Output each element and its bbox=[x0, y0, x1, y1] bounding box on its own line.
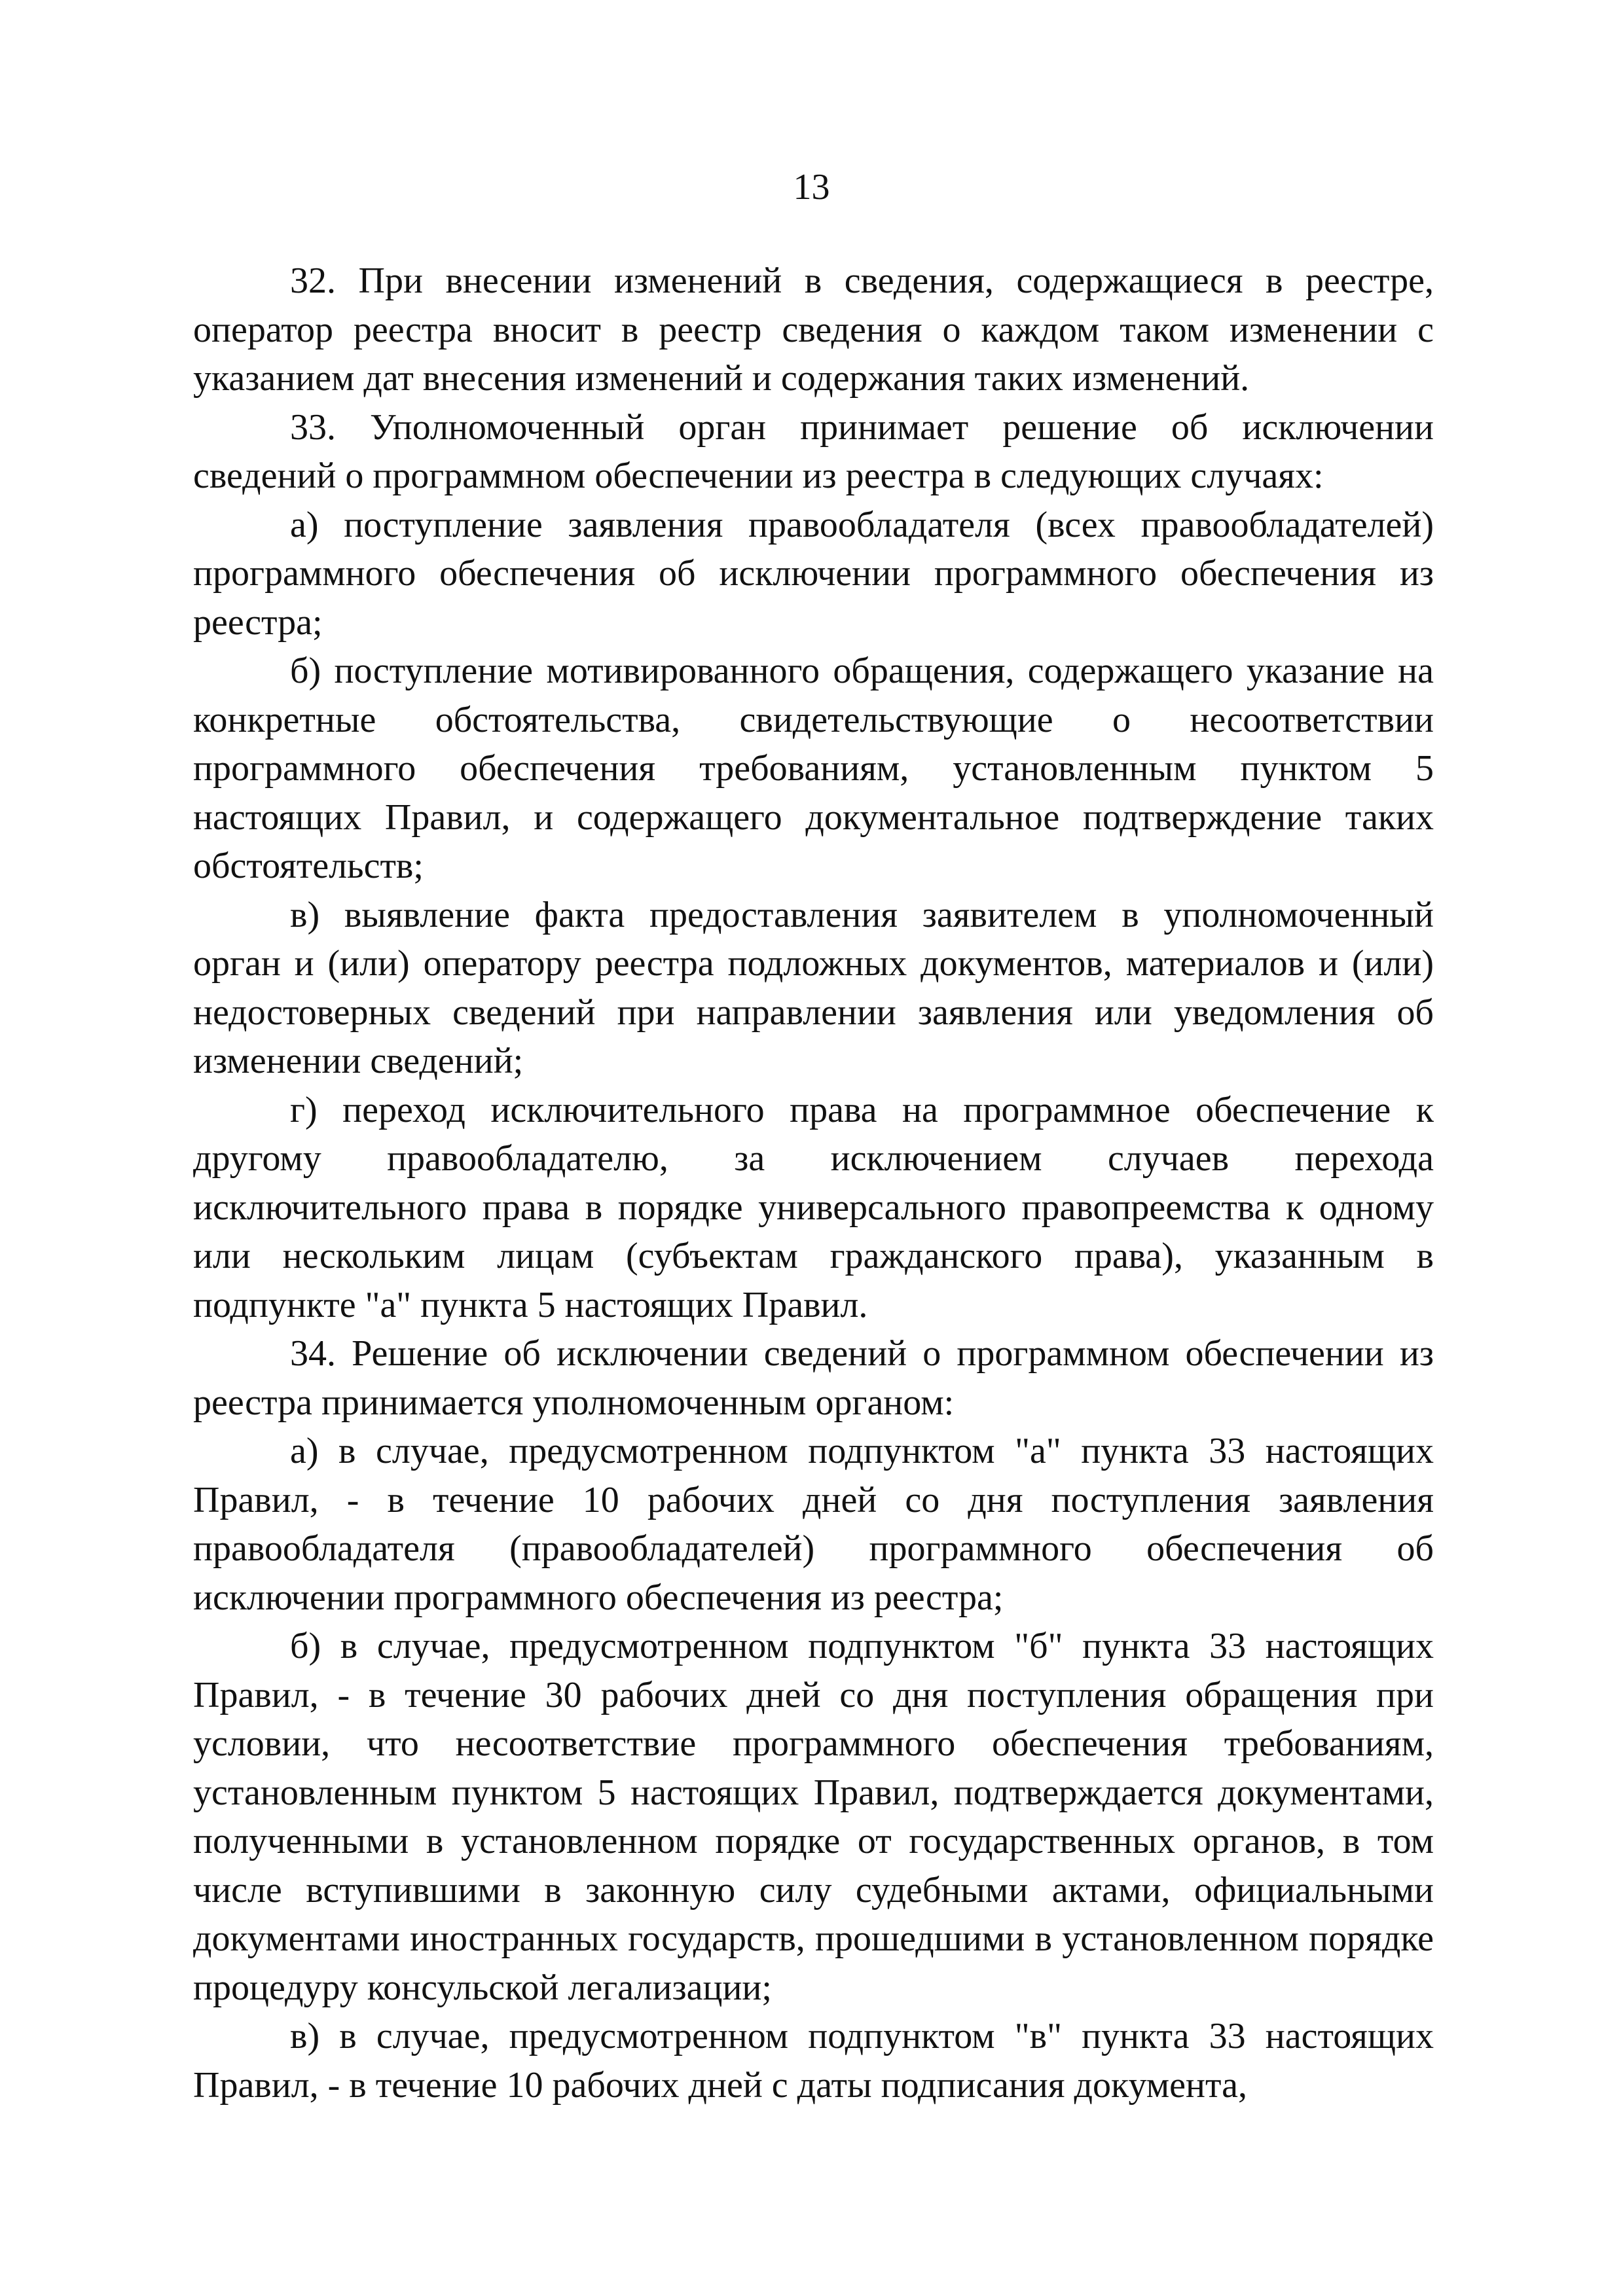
paragraph-34-b: б) в случае, предусмотренном подпунктом "б" пункта 33 настоящих Правил, - в течение 30 рабочих дней со дня поступления обращения при условии, что несоответствие программного обеспечения требованиям, установленным пунктом 5 настоящих Правил, подтверждается документами, полученными в установленном порядке от государственных органов, в том числе вступившими в законную силу судебными актами, официальными документами иностранных государств, прошедшими в установленном порядке процедуру консульской легализации; bbox=[193, 1626, 1434, 2008]
paragraph-33-v: в) выявление факта предоставления заявителем в уполномоченный орган и (или) оператору реестра подложных документов, материалов и (или) недостоверных сведений при направлении заявления или уведомления об изменении сведений; bbox=[193, 894, 1434, 1081]
paragraph-32: 32. При внесении изменений в сведения, содержащиеся в реестре, оператор реестра вносит в реестр сведения о каждом таком изменении с указанием дат внесения изменений и содержания таких изменений. bbox=[193, 260, 1434, 399]
paragraph-33: 33. Уполномоченный орган принимает решение об исключении сведений о программном обеспечении из реестра в следующих случаях: bbox=[193, 406, 1434, 496]
paragraph-34-v: в) в случае, предусмотренном подпунктом "в" пункта 33 настоящих Правил, - в течение 10 рабочих дней с даты подписания документа, bbox=[193, 2016, 1434, 2106]
page-number: 13 bbox=[793, 167, 830, 207]
paragraph-34: 34. Решение об исключении сведений о программном обеспечении из реестра принимается уполномоченным органом: bbox=[193, 1333, 1434, 1423]
paragraph-34-a: а) в случае, предусмотренном подпунктом "а" пункта 33 настоящих Правил, - в течение 10 рабочих дней со дня поступления заявления правообладателя (правообладателей) программного обеспечения об исключении программного обеспечения из реестра; bbox=[193, 1431, 1434, 1618]
paragraph-33-b: б) поступление мотивированного обращения, содержащего указание на конкретные обстоятельства, свидетельствующие о несоответствии программного обеспечения требованиям, установленным пунктом 5 настоящих Правил, и содержащего документальное подтверждение таких обстоятельств; bbox=[193, 651, 1434, 886]
document-body bbox=[193, 257, 1434, 2109]
paragraph-33-g: г) переход исключительного права на программное обеспечение к другому правообладателю, за исключением случаев перехода исключительного права в порядке универсального правопреемства к одному или нескольким лицам (субъектам гражданского права), указанным в подпункте "а" пункта 5 настоящих Правил. bbox=[193, 1089, 1434, 1325]
paragraph-33-a: а) поступление заявления правообладателя (всех правообладателей) программного обеспечения об исключении программного обеспечения из реестра; bbox=[193, 504, 1434, 643]
